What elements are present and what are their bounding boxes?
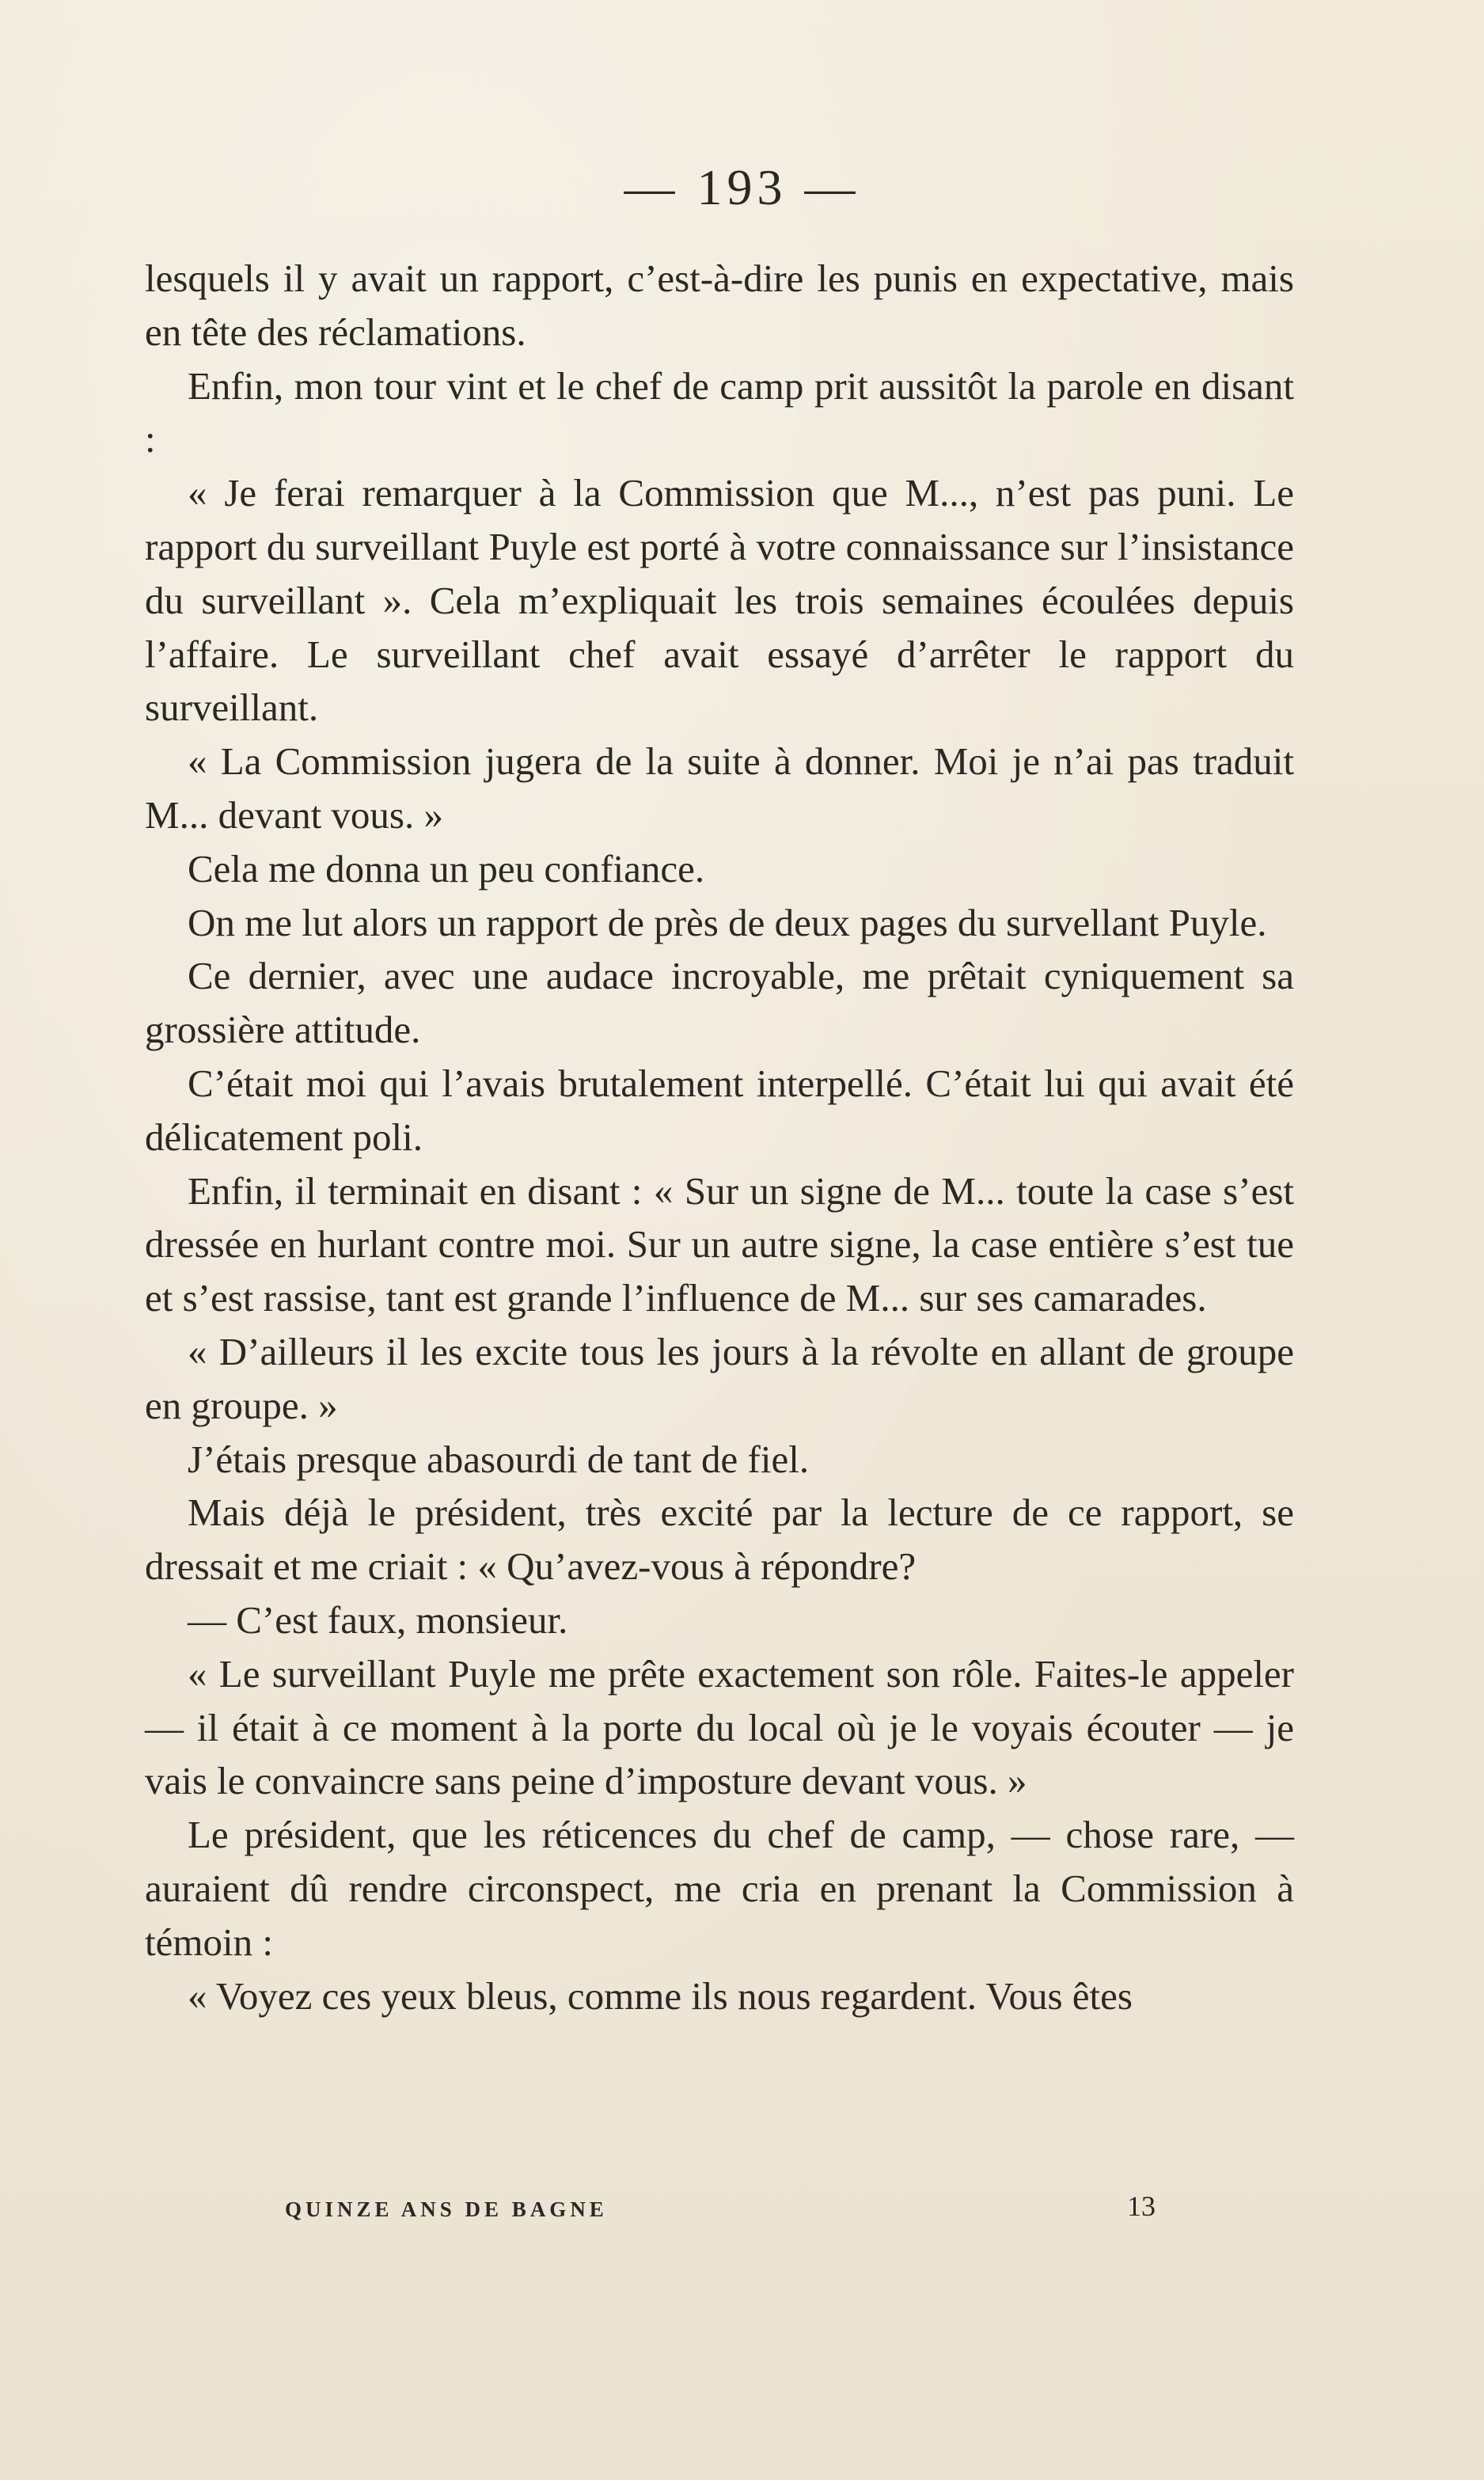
paragraph: Enfin, il terminait en disant : « Sur un signe de M... toute la case s’est dressée en hurlant contre moi. Sur un autre signe, la case entière s’est tue et s’est rassise, tant est grande l’influence de M... sur ses camarades. [145,1168,1294,1320]
paragraph: « Je ferai remarquer à la Commission que M..., n’est pas puni. Le rapport du surveillant Puyle est porté à votre connaissance sur l’insistance du surveillant ». Cela m’expliquait les trois semaines écoulées depuis l’affaire. Le surveillant chef avait essayé d’arrêter le rapport du surveillant. [145,471,1294,730]
paragraph: On me lut alors un rapport de près de deux pages du survellant Puyle. [188,900,1267,944]
paragraph: Cela me donna un peu confiance. [188,846,705,891]
paragraph: — C’est faux, monsieur. [188,1597,568,1642]
paragraph: Mais déjà le président, très excité par la lecture de ce rapport, se dressait et me criait : « Qu’avez-vous à répondre? [145,1491,1294,1589]
signature-number: 13 [1127,2190,1156,2222]
paragraph: lesquels il y avait un rapport, c’est-à-dire les punis en expectative, mais en tête des réclamations. [145,256,1294,354]
paragraph: Enfin, mon tour vint et le chef de camp prit aussitôt la parole en disant : [145,363,1294,461]
paragraph: « La Commission jugera de la suite à donner. Moi je n’ai pas traduit M... devant vous. » [145,739,1294,837]
paragraph: J’étais presque abasourdi de tant de fiel. [188,1437,810,1481]
paragraph: C’était moi qui l’avais brutalement interpellé. C’était lui qui avait été délicatement poli. [145,1061,1294,1159]
paragraph: Ce dernier, avec une audace incroyable, me prêtait cyniquement sa grossière attitude. [145,954,1294,1052]
page-number: — 193 — [624,159,860,215]
paragraph: Le président, que les réticences du chef de camp, — chose rare, — auraient dû rendre circonspect, me cria en prenant la Commission à témoin : [145,1813,1294,1964]
paragraph: « Le surveillant Puyle me prête exactement son rôle. Faites-le appeler — il était à ce moment à la porte du local où je le voyais écouter — je vais le convaincre sans peine d’imposture devant vous. » [145,1651,1294,1803]
paragraph: « D’ailleurs il les excite tous les jours à la révolte en allant de groupe en groupe. » [145,1329,1294,1427]
book-title-footer: QUINZE ANS DE BAGNE [285,2197,608,2221]
paragraph: « Voyez ces yeux bleus, comme ils nous regardent. Vous êtes [188,1973,1133,2018]
body-text [145,252,1294,2022]
